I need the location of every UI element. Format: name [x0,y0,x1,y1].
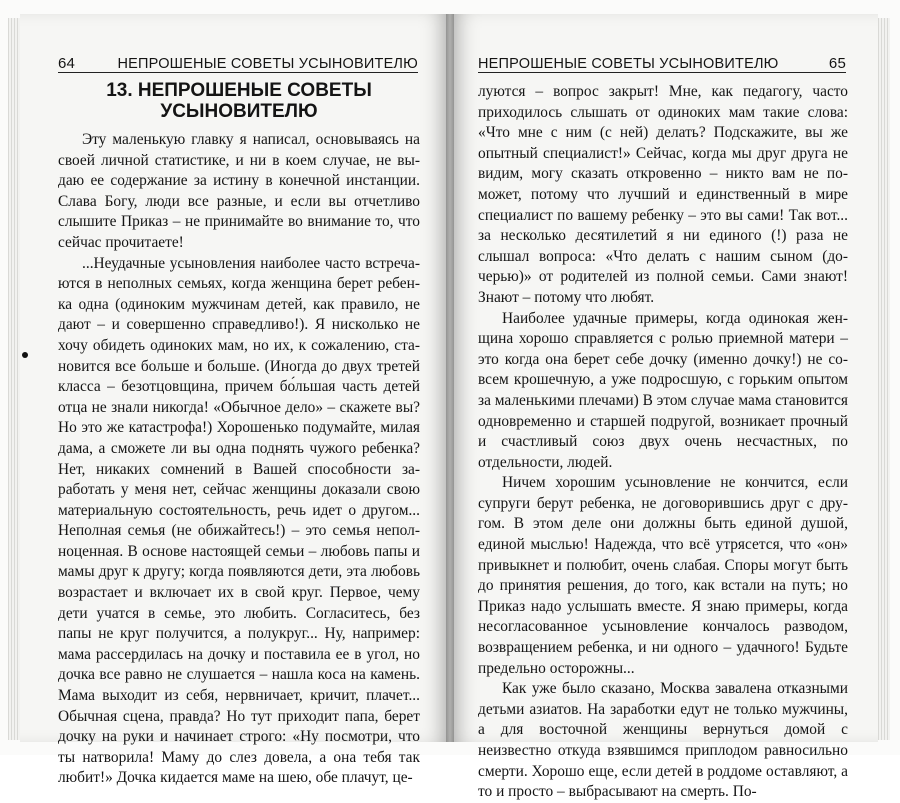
paragraph: Как уже было сказано, Москва завалена отказными детьми азиатов. На заработки едут не только мужчины, а для восточной женщины вернуться домой с неизвестно откуда взявшимся приплодом равносильно смерти. Хорошо еще, если детей в роддоме оставляют, а то и просто – выбрасывают на смерть. По- [478,680,848,801]
margin-dot-mark [22,352,28,358]
paragraph: Наиболее удачные примеры, когда одинокая женщина хорошо справляется с ролью приемной матери – это когда она берет себе дочку (именно дочку!) не совсем крошечную, а уже подросшую, с горьким опытом за маленькими плечами) В этом случае мама становится одновременно и старшей подругой, возникает прочный и счастливый союз двух очень несчастных, по отдельности, людей. [478,309,848,471]
running-head-right [478,50,846,73]
left-page [20,14,450,787]
paragraph: Эту маленькую главку я написал, основываясь на своей личной статистике, и ни в коем случае, не выдаю ее содержание за истину в конечной инстанции. Слава Богу, люди все разные, и если вы отчетливо слышите Приказ – не принимайте во внимание то, что сейчас прочитаете! [58,131,420,251]
running-head-left [58,50,418,73]
right-page [450,14,878,801]
right-page-body [478,82,848,803]
page-edges-right [876,18,890,740]
running-head-title-right: НЕПРОШЕНЫЕ СОВЕТЫ УСЫНОВИТЕЛЮ [478,56,779,72]
chapter-title: 13. НЕПРОШЕНЫЕ СОВЕТЫ УСЫНОВИТЕЛЮ [106,80,372,122]
paragraph: Ничем хорошим усыновление не кончится, если супруги берут ребенка, не договорившись друг с другом. В этом деле они должны быть единой душой, единой мыслью! Надежда, что всё утрясется, что «он» привыкнет и полюбит, очень слабая. Споры могут быть до принятия решения, до того, как встали на путь; но Приказ надо услышать вместе. Я знаю примеры, когда несогласованное усыновление кончалось разводом, возвращением ребенка, и ни одного – удачного! Будьте предельно осторожны... [478,474,848,677]
page-number-right: 65 [828,55,846,72]
paragraph: ...Неудачные усыновления наиболее часто встречаются в неполных семьях, когда женщина берет ребенка одна (одиноким мужчинам детей, как правило, не дают – и совершенно справедливо!). Я нисколько не хочу обидеть одиноких мам, но их, к сожалению, становится все больше и больше. (Иногда до двух третей класса – безотцовщина, причем бо́льшая часть детей отца не знали никогда! «Обычное дело» – скажете вы? Но это же катастрофа!) Хорошенько подумайте, милая дама, а сможете ли вы одна поднять чужого ребенка? Нет, никаких сомнений в Вашей способности заработать у меня нет, сейчас женщины доказали свою материальную состоятельность, речь идет о другом... Неполная семья (не обижайтесь!) – это семья неполноценная. В основе настоящей семьи – любовь папы и мамы друг к другу; когда появляются дети, эта любовь возрастает и включает их в свой круг. Первое, чему дети учатся в семье, это любить. Согласитесь, без папы не круг получится, а полукруг... Ну, например: мама рассердилась на дочку и поставила ее в угол, но дочка все равно не слушается – нашла коса на камень. Мама выходит из себя, нервничает, кричит, плачет... Обычная сцена, правда? Но тут приходит папа, берет дочку на руки и начинает строго: «Ну посмотри, что ты натворила! Маму до слез довела, а она тебя так любит!» Дочка кидается маме на шею, обе плачут, це- [58,254,420,787]
left-page-body [58,78,420,789]
running-head-title-left: НЕПРОШЕНЫЕ СОВЕТЫ УСЫНОВИТЕЛЮ [117,56,418,72]
paragraph: луются – вопрос закрыт! Мне, как педагогу, часто приходилось слышать от одиноких мам такие слова: «Что мне с ним (с ней) делать? Подскажите, вы же опытный специалист!» Сейчас, когда мы друг друга не видим, могу сказать откровенно – никто вам не поможет, потому что лучший и единственный в мире специалист по вашему ребенку – это вы сами! Так вот... за несколько десятилетий я ни единого (!) раза не слышал вопроса: «Что делать с нашим сыном (дочерью)» от родителей из полной семьи. Сами знают! Знают – потому что любят. [478,83,848,306]
page-number-left: 64 [58,55,76,72]
book-gutter [446,14,454,742]
